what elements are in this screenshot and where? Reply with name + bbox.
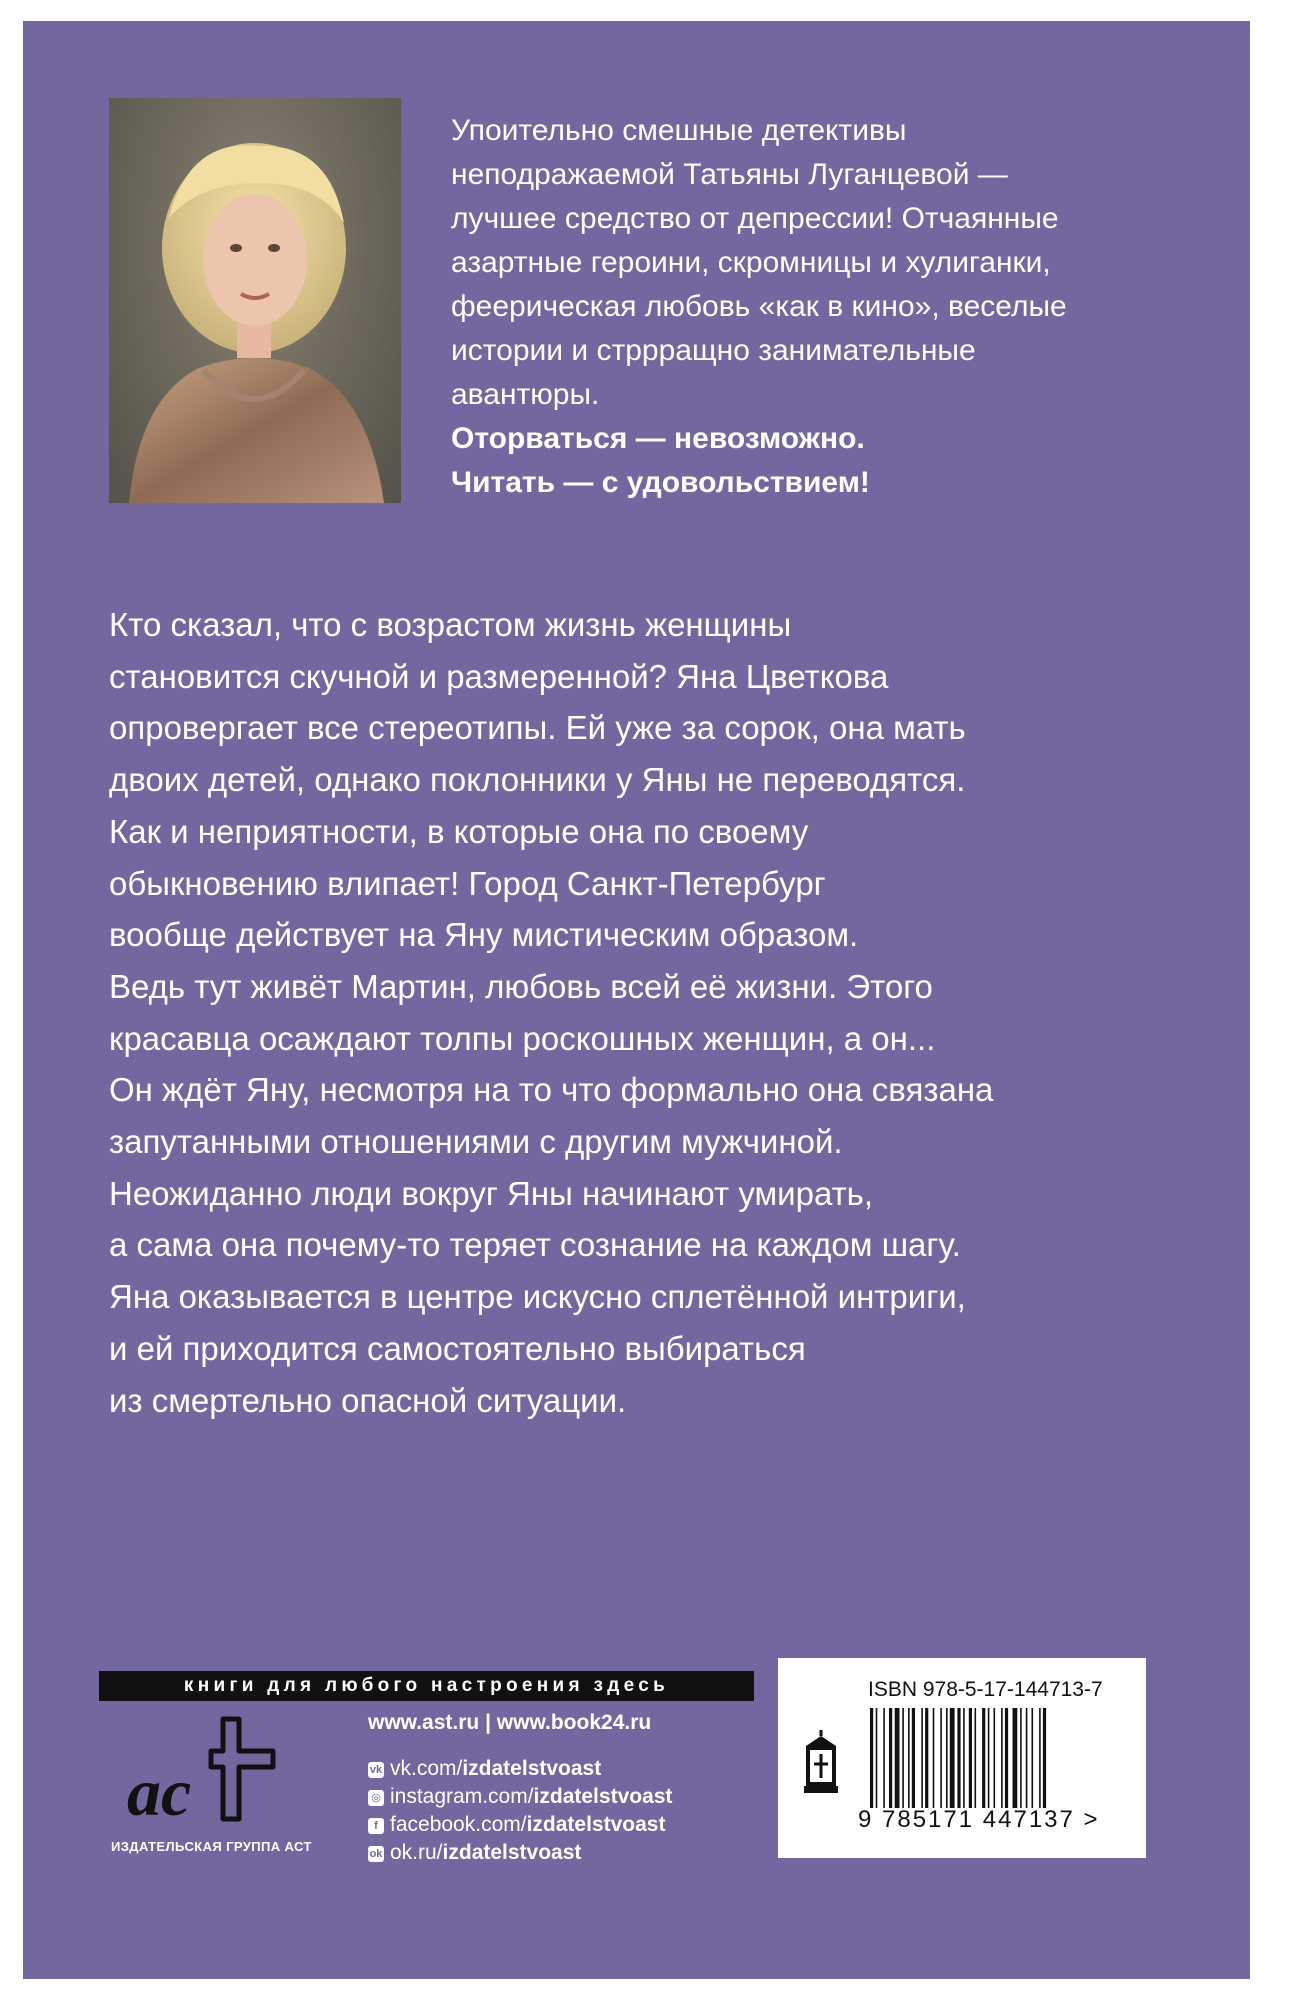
- social-link-handle: izdatelstvoast: [462, 1757, 602, 1780]
- lead-line: неподражаемой Татьяны Луганцевой —: [451, 158, 1008, 191]
- lead-line: феерическая любовь «как в кино», веселые: [451, 290, 1067, 323]
- author-portrait-image: [109, 98, 401, 503]
- synopsis-line: красавца осаждают толпы роскошных женщин, а он...: [109, 1019, 936, 1057]
- synopsis-line: Как и неприятности, в которые она по своему: [109, 812, 809, 850]
- facebook-icon: f: [368, 1818, 384, 1834]
- social-link-vk[interactable]: [368, 1757, 601, 1781]
- isbn-number: ISBN 978-5-17-144713-7: [868, 1678, 1103, 1701]
- lead-paragraph: [451, 109, 1211, 417]
- social-link-prefix: instagram.com/: [390, 1785, 534, 1808]
- lead-line: Упоительно смешные детективы: [451, 114, 907, 147]
- isbn-barcode-box: [778, 1658, 1146, 1858]
- synopsis-line: обыкновению влипает! Город Санкт-Петербург: [109, 864, 826, 902]
- synopsis-line: Яна оказывается в центре искусно сплетённой интриги,: [109, 1278, 966, 1316]
- lead-line: авантюры.: [451, 378, 600, 411]
- synopsis-line: Кто сказал, что с возрастом жизнь женщины: [109, 606, 792, 643]
- lead-line: лучшее средство от депрессии! Отчаянные: [451, 202, 1059, 235]
- author-photo: [109, 98, 401, 503]
- synopsis-line: вообще действует на Яну мистическим образом.: [109, 916, 859, 954]
- synopsis-line: двоих детей, однако поклонники у Яны не переводятся.: [109, 761, 966, 799]
- synopsis-line: и ей приходится самостоятельно выбираться: [109, 1329, 806, 1367]
- synopsis-line: запутанными отношениями с другим мужчиной.: [109, 1123, 843, 1161]
- social-link-prefix: vk.com/: [390, 1757, 463, 1780]
- lead-tagline-2: Читать — с удовольствием!: [451, 466, 870, 499]
- social-link-prefix: ok.ru/: [390, 1841, 443, 1864]
- synopsis-line: опровергает все стереотипы. Ей уже за сорок, она мать: [109, 709, 966, 747]
- social-link-handle: izdatelstvoast: [526, 1813, 666, 1836]
- social-link-handle: izdatelstvoast: [533, 1785, 673, 1808]
- lead-tagline-1: Оторваться — невозможно.: [451, 422, 865, 455]
- social-link-handle: izdatelstvoast: [442, 1841, 582, 1864]
- social-link-odnoklassniki[interactable]: [368, 1841, 581, 1865]
- website-links[interactable]: www.ast.ru | www.book24.ru: [368, 1711, 652, 1734]
- social-link-prefix: facebook.com/: [390, 1813, 527, 1836]
- publisher-name: ИЗДАТЕЛЬСКАЯ ГРУППА АСТ: [111, 1839, 312, 1854]
- synopsis-line: а сама она почему-то теряет сознание на каждом шагу.: [109, 1226, 961, 1264]
- synopsis-line: Неожиданно люди вокруг Яны начинают умирать,: [109, 1174, 874, 1212]
- instagram-icon: ◎: [368, 1790, 384, 1806]
- lantern-icon: [800, 1728, 842, 1798]
- slogan-bar: книги для любого настроения здесь: [99, 1671, 754, 1701]
- synopsis-line: становится скучной и размеренной? Яна Цветкова: [109, 657, 889, 695]
- synopsis-line: Он ждёт Яну, несмотря на то что формально она связана: [109, 1071, 994, 1109]
- lead-line: истории и стррращно занимательные: [451, 334, 976, 367]
- vk-icon: vk: [369, 1764, 383, 1776]
- barcode: [868, 1708, 1100, 1808]
- ast-logo-mark: [111, 1711, 311, 1836]
- lead-line: азартные героини, скромницы и хулиганки,: [451, 246, 1051, 279]
- svg-text:ac: ac: [127, 1754, 192, 1830]
- synopsis-line: Ведь тут живёт Мартин, любовь всей её жизни. Этого: [109, 967, 933, 1005]
- book-back-cover: [23, 21, 1250, 1979]
- synopsis-line: из смертельно опасной ситуации.: [109, 1381, 627, 1419]
- lead-blurb: [451, 109, 1211, 505]
- barcode-digits: 9 785171 447137 >: [858, 1806, 1100, 1833]
- book-synopsis: [109, 599, 1219, 1426]
- social-link-instagram[interactable]: [368, 1785, 672, 1809]
- social-link-facebook[interactable]: [368, 1813, 665, 1837]
- odnoklassniki-icon: ok: [369, 1848, 383, 1860]
